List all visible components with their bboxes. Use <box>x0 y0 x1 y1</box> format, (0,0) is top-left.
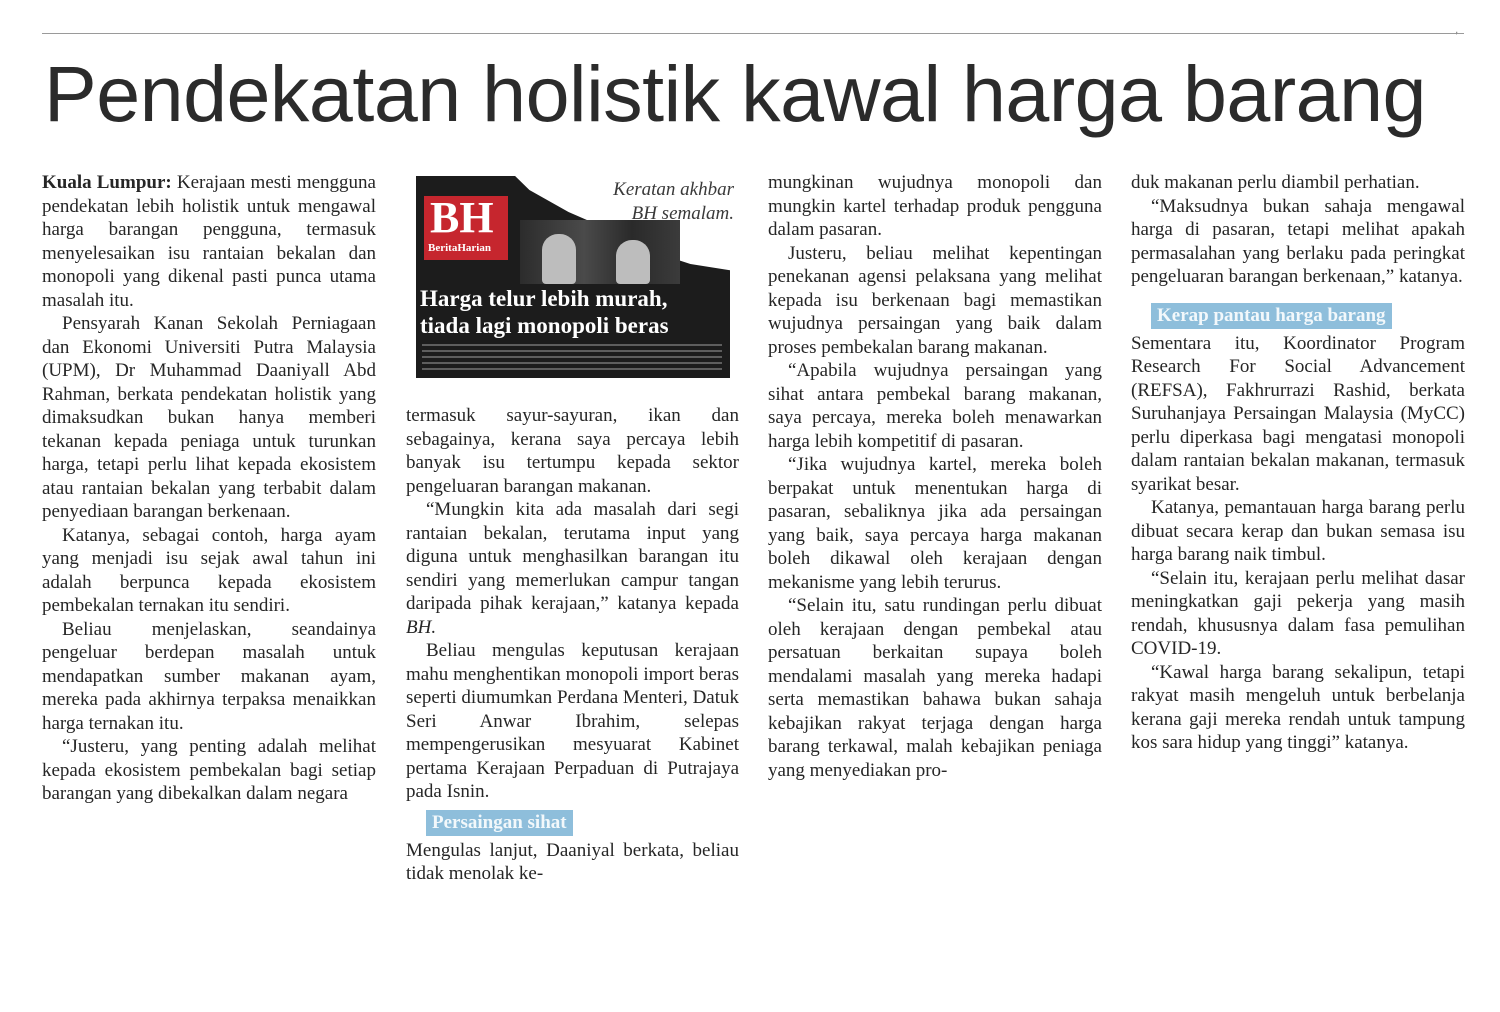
column-4 <box>1131 171 1465 755</box>
paragraph: Beliau mengulas keputusan kerajaan mahu menghentikan monopoli import beras seperti diumumkan Perdana Menteri, Datuk Seri Anwar Ibrahim, selepas mempengerusikan mesyuarat Kabinet pertama Kerajaan Perpaduan di Putrajaya pada Isnin. <box>406 640 739 802</box>
paragraph: “Justeru, yang penting adalah melihat kepada ekosistem pembekalan bagi setiap barangan yang dibekalkan dalam negara <box>42 736 376 804</box>
paragraph: Justeru, beliau melihat kepentingan penekanan agensi pelaksana yang melihat kepada isu berkenaan bagi memastikan wujudnya persaingan yang baik dalam proses pembekalan barang makanan. <box>768 242 1102 358</box>
paragraph: Mengulas lanjut, Daaniyal berkata, beliau tidak menolak ke- <box>406 839 739 884</box>
clipping-headline-line: Harga telur lebih murah, <box>420 286 668 311</box>
paragraph: Katanya, pemantauan harga barang perlu dibuat secara kerap dan bukan semasa isu harga barang naik timbul. <box>1131 497 1465 565</box>
subheading-persaingan-sihat: Persaingan sihat <box>426 810 573 836</box>
paragraph: Sementara itu, Koordinator Program Research For Social Advancement (REFSA), Fakhrurrazi Rashid, berkata Suruhanjaya Persaingan Malaysia (MyCC) perlu diperkasa bagi mengatasi monopoli dalam rantaian bekalan makanan, termasuk syarikat besar. <box>1131 332 1465 495</box>
paragraph: “Apabila wujudnya persaingan yang sihat antara pembekal barang makanan, saya percaya, mereka boleh menawarkan harga lebih kompetitif di pasaran. <box>768 360 1102 452</box>
paragraph <box>42 171 376 312</box>
paragraph: termasuk sayur-sayuran, ikan dan sebagainya, kerana saya percaya lebih banyak isu tertumpu kepada sektor pengeluaran barangan makanan. <box>406 405 739 497</box>
paragraph: “Maksudnya bukan sahaja mengawal harga di pasaran, tetapi melihat apakah permasalahan yang berlaku pada peringkat pengeluaran barangan berkenaan,” katanya. <box>1131 195 1465 287</box>
clipping-photo <box>520 220 680 284</box>
paragraph: Pensyarah Kanan Sekolah Perniagaan dan Ekonomi Universiti Putra Malaysia (UPM), Dr Muhammad Daaniyall Abd Rahman, berkata pendekatan holistik yang dimaksudkan bukan hanya memberi tekanan kepada peniaga untuk turunkan harga, tetapi perlu lihat kepada ekosistem atau rantaian bekalan yang terbabit dalam penyediaan barangan berkenaan. <box>42 313 376 522</box>
subhead-container <box>406 804 739 839</box>
paragraph: mungkinan wujudnya monopoli dan mungkin kartel terhadap produk pengguna dalam pasaran. <box>768 172 1102 240</box>
clipping-headline-line: tiada lagi monopoli beras <box>420 313 669 338</box>
paragraph: Katanya, sebagai contoh, harga ayam yang menjadi isu sejak awal tahun ini adalah berpunca kepada ekosistem pembekalan ternakan itu sendiri. <box>42 524 376 616</box>
column-1 <box>42 171 376 806</box>
top-rule <box>42 33 1464 34</box>
subhead-container <box>1131 297 1465 332</box>
column-3 <box>768 171 1102 782</box>
bh-logo <box>424 193 508 260</box>
article-headline: Pendekatan holistik kawal harga barang <box>44 49 1426 138</box>
paragraph-text: “Mungkin kita ada masalah dari segi rantaian bekalan, terutama input yang diguna untuk menghasilkan barangan itu sendiri yang memerlukan campur tangan daripada pihak kerajaan,” katanya kepada <box>406 499 739 614</box>
column-2 <box>406 404 739 886</box>
corner-mark: , <box>1455 22 1459 36</box>
photo-person <box>616 240 650 284</box>
paragraph: “Jika wujudnya kartel, mereka boleh berpakat untuk menentukan harga di pasaran, sebaliknya jika ada persaingan yang baik, saya percaya harga makanan boleh dikawal oleh kerajaan dengan mekanisme yang lebih terurus. <box>768 454 1102 593</box>
clipping-headline <box>420 285 730 339</box>
paragraph: duk makanan perlu diambil perhatian. <box>1131 172 1420 193</box>
clipping-body-text <box>422 344 722 370</box>
photo-person <box>542 234 576 284</box>
paragraph-text: Kerajaan mesti mengguna pendekatan lebih holistik untuk mengawal harga barangan pengguna, termasuk menyelesaikan isu rantaian bekalan dan monopoli yang dikenal pasti punca utama masalah itu. <box>42 172 376 311</box>
publication-name: BH. <box>406 616 437 638</box>
paragraph: “Selain itu, kerajaan perlu melihat dasar meningkatkan gaji pekerja yang masih rendah, khususnya dalam fasa pemulihan COVID-19. <box>1131 567 1465 659</box>
bh-logo-mark: BH <box>430 193 494 242</box>
paragraph: “Selain itu, satu rundingan perlu dibuat oleh kerajaan dengan pembekal atau persatuan berkaitan supaya boleh mendalami masalah yang mereka hadapi serta memastikan bahawa bukan sahaja kebajikan rakyat terjaga dengan harga barang terkawal, malah kebajikan peniaga yang menyediakan pro- <box>768 595 1102 781</box>
paragraph: “Kawal harga barang sekalipun, tetapi rakyat masih mengeluh untuk berbelanja kerana gaji mereka rendah untuk tampung kos sara hidup yang tinggi” katanya. <box>1131 661 1465 753</box>
dateline: Kuala Lumpur: <box>42 172 172 193</box>
subheading-kerap-pantau: Kerap pantau harga barang <box>1151 303 1392 329</box>
paragraph <box>406 498 739 639</box>
paragraph: Beliau menjelaskan, seandainya pengeluar berdepan masalah untuk mendapatkan sumber makanan ayam, mereka pada akhirnya terpaksa menaikkan harga ternakan itu. <box>42 618 376 734</box>
bh-logo-wordmark: BeritaHarian <box>428 242 491 254</box>
figure-caption: Keratan akhbar BH semalam. <box>613 179 734 224</box>
